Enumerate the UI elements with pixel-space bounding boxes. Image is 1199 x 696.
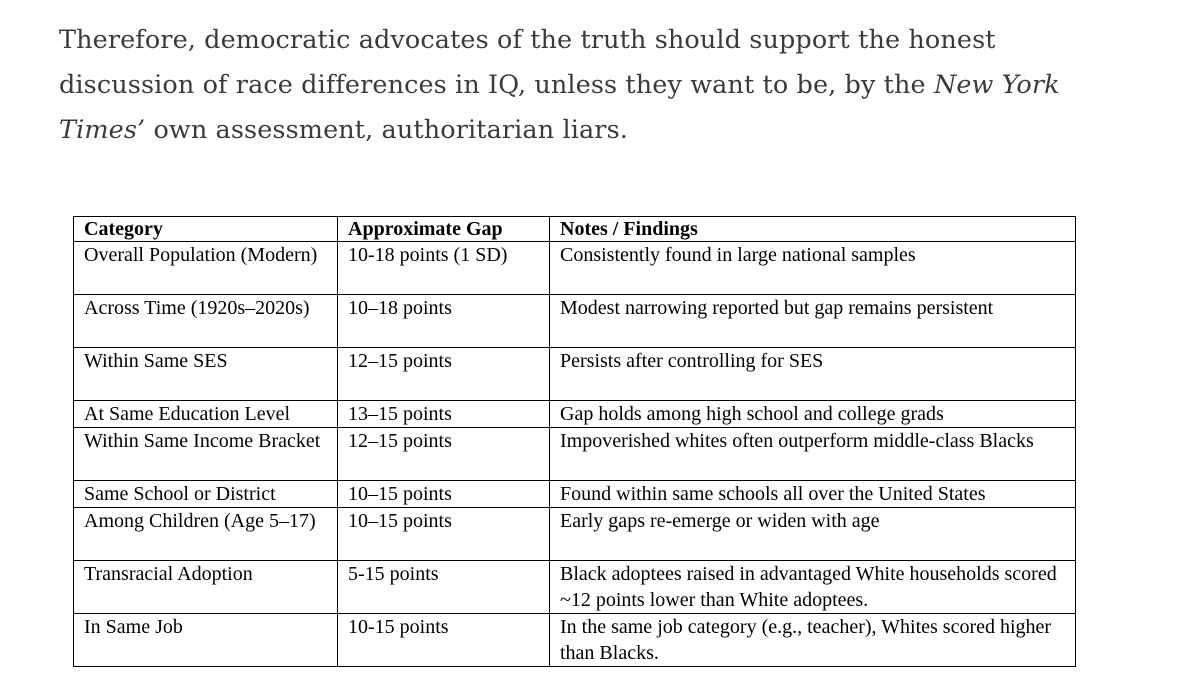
iq-gap-table-container bbox=[73, 216, 1076, 667]
table-header-row bbox=[74, 217, 1076, 242]
gap-cell: 12–15 points bbox=[338, 428, 550, 481]
notes-cell: Impoverished whites often outperform middle-class Blacks bbox=[550, 428, 1076, 481]
notes-cell: Persists after controlling for SES bbox=[550, 348, 1076, 401]
header-notes-findings: Notes / Findings bbox=[550, 217, 1076, 242]
notes-cell: Early gaps re-emerge or widen with age bbox=[550, 508, 1076, 561]
gap-cell: 10–15 points bbox=[338, 508, 550, 561]
paragraph-text-end: own assessment, authoritarian liars. bbox=[145, 115, 628, 145]
body-paragraph bbox=[59, 18, 1139, 153]
category-cell: Within Same SES bbox=[74, 348, 338, 401]
table-row bbox=[74, 561, 1076, 614]
category-cell: Transracial Adoption bbox=[74, 561, 338, 614]
publication-title: New York Times’ bbox=[59, 70, 1060, 145]
notes-cell: Black adoptees raised in advantaged White households scored ~12 points lower than White adoptees. bbox=[550, 561, 1076, 614]
category-cell: Within Same Income Bracket bbox=[74, 428, 338, 481]
table-row bbox=[74, 401, 1076, 428]
iq-gap-table bbox=[73, 216, 1076, 667]
notes-cell: Gap holds among high school and college grads bbox=[550, 401, 1076, 428]
table-row bbox=[74, 348, 1076, 401]
gap-cell: 10-15 points bbox=[338, 614, 550, 667]
notes-cell: Modest narrowing reported but gap remains persistent bbox=[550, 295, 1076, 348]
paragraph-text: Therefore, democratic advocates of the truth should support the honest discussion of race differences in IQ, unless they want to be, by the bbox=[59, 25, 996, 100]
notes-cell: Found within same schools all over the United States bbox=[550, 481, 1076, 508]
gap-cell: 12–15 points bbox=[338, 348, 550, 401]
notes-cell: In the same job category (e.g., teacher), Whites scored higher than Blacks. bbox=[550, 614, 1076, 667]
table-row bbox=[74, 428, 1076, 481]
table-row bbox=[74, 295, 1076, 348]
header-category: Category bbox=[74, 217, 338, 242]
gap-cell: 10–15 points bbox=[338, 481, 550, 508]
category-cell: At Same Education Level bbox=[74, 401, 338, 428]
gap-cell: 10–18 points bbox=[338, 295, 550, 348]
gap-cell: 10-18 points (1 SD) bbox=[338, 242, 550, 295]
category-cell: Among Children (Age 5–17) bbox=[74, 508, 338, 561]
category-cell: Overall Population (Modern) bbox=[74, 242, 338, 295]
notes-cell: Consistently found in large national samples bbox=[550, 242, 1076, 295]
table-row bbox=[74, 481, 1076, 508]
gap-cell: 5-15 points bbox=[338, 561, 550, 614]
gap-cell: 13–15 points bbox=[338, 401, 550, 428]
table-row bbox=[74, 614, 1076, 667]
header-approximate-gap: Approximate Gap bbox=[338, 217, 550, 242]
table-row bbox=[74, 508, 1076, 561]
category-cell: Across Time (1920s–2020s) bbox=[74, 295, 338, 348]
category-cell: In Same Job bbox=[74, 614, 338, 667]
table-row bbox=[74, 242, 1076, 295]
category-cell: Same School or District bbox=[74, 481, 338, 508]
